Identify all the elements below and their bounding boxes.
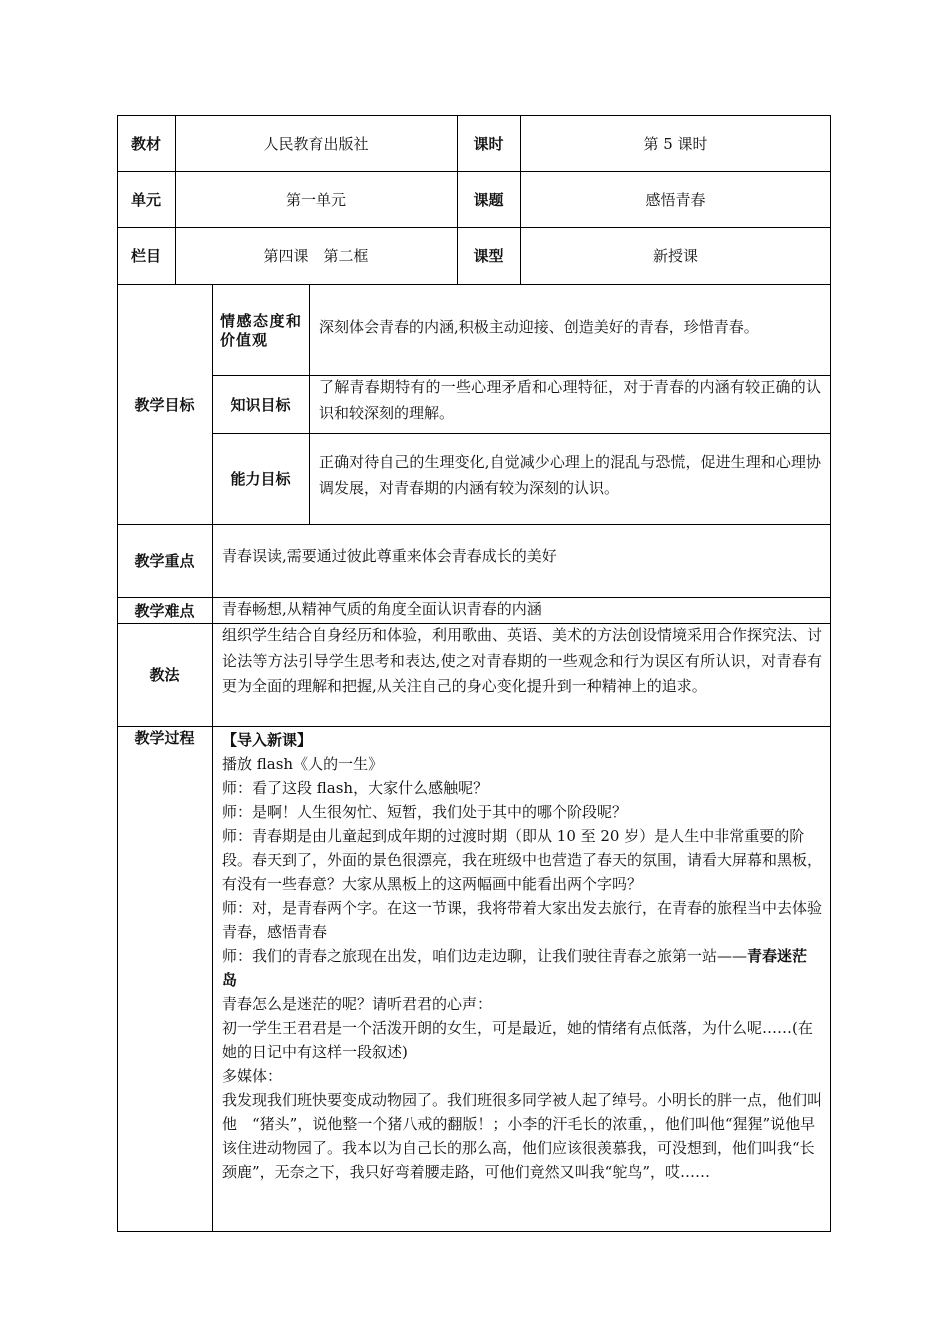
text-difficulty: 青春畅想,从精神气质的角度全面认识青春的内涵 xyxy=(222,600,542,618)
label-emotion-objective: 情感态度和价值观 xyxy=(220,312,302,349)
station-prefix: 师：我们的青春之旅现在出发，咱们边走边聊，让我们驶往青春之旅第一站—— xyxy=(222,947,748,965)
label-objectives: 教学目标 xyxy=(134,395,195,414)
process-line: 初一学生王君君是一个活泼开朗的女生，可是最近，她的情绪有点低落，为什么呢……(在她的日记中有这样一段叙述) xyxy=(222,1019,813,1061)
value-unit: 第一单元 xyxy=(285,190,346,209)
row-divider xyxy=(117,726,831,727)
label-textbook: 教材 xyxy=(130,134,161,153)
label-knowledge-objective: 知识目标 xyxy=(230,395,291,414)
label-period: 课时 xyxy=(473,134,504,153)
process-line: 师：是啊！人生很匆忙、短暂，我们处于其中的哪个阶段呢？ xyxy=(222,803,628,821)
process-line: 师：对，是青春两个字。在这一节课，我将带着大家出发去旅行，在青春的旅程当中去体验青春，感悟青春 xyxy=(222,899,823,941)
row-divider xyxy=(117,284,831,285)
value-topic: 感悟青春 xyxy=(645,190,706,209)
label-process: 教学过程 xyxy=(134,728,195,747)
text-ability-objective: 正确对待自己的生理变化,自觉减少心理上的混乱与恐慌，促进生理和心理协调发展，对青春期的内涵有较为深刻的认识。 xyxy=(319,453,821,497)
text-key-point: 青春误读,需要通过彼此尊重来体会青春成长的美好 xyxy=(222,547,557,565)
label-difficulty: 教学难点 xyxy=(134,601,195,620)
process-line: 多媒体： xyxy=(222,1067,283,1085)
process-line: 师：青春期是由儿童起到成年期的过渡时期（即从 10 至 20 岁）是人生中非常重要的阶段。春天到了，外面的景色很漂亮，我在班级中也营造了春天的氛围，请看大屏幕和黑板，有没有一些春意？大家从黑板上的这两幅画中能看出两个字吗？ xyxy=(222,827,823,893)
text-knowledge-objective: 了解青春期特有的一些心理矛盾和心理特征，对于青春的内涵有较正确的认识和较深刻的理解。 xyxy=(319,378,821,422)
value-lesson-type: 新授课 xyxy=(652,247,698,265)
process-line: 青春怎么是迷茫的呢？请听君君的心声： xyxy=(222,995,493,1013)
label-key-point: 教学重点 xyxy=(134,552,195,570)
station-name: 青春迷茫岛 xyxy=(222,947,808,989)
label-lesson-type: 课型 xyxy=(473,247,504,265)
value-period: 第 5 课时 xyxy=(643,134,708,153)
process-content xyxy=(222,728,822,1184)
process-line: 我发现我们班快要变成动物园了。我们班很多同学被人起了绰号。小明长的胖一点，他们叫他 “猪头”，说他整一个猪八戒的翻版！；小李的汗毛长的浓重，，他们叫他“猩猩”说他早该住进动物园了。我本以为自己长的那么高，他们应该很羡慕我，可没想到，他们叫我“长颈鹿”，无奈之下，我只好弯着腰走路，可他们竟然又叫我“鸵鸟”，哎…… xyxy=(222,1091,823,1181)
row-divider xyxy=(117,524,831,525)
col-divider xyxy=(309,284,310,524)
label-method: 教法 xyxy=(149,666,180,684)
process-heading: 【导入新课】 xyxy=(222,731,313,749)
process-line: 师：看了这段 flash，大家什么感触呢？ xyxy=(222,779,489,797)
text-method: 组织学生结合自身经历和体验，利用歌曲、英语、美术的方法创设情境采用合作探究法、讨论法等方法引导学生思考和表达,使之对青春期的一些观念和行为误区有所认识，对青春有更为全面的理解和把握,从关注自己的身心变化提升到一种精神上的追求。 xyxy=(222,626,823,695)
label-topic: 课题 xyxy=(473,190,504,209)
label-ability-objective: 能力目标 xyxy=(230,470,291,488)
label-unit: 单元 xyxy=(130,190,161,209)
text-emotion-objective: 深刻体会青春的内涵,积极主动迎接、创造美好的青春，珍惜青春。 xyxy=(319,318,759,336)
value-column: 第四课 第二框 xyxy=(263,247,369,265)
value-publisher: 人民教育出版社 xyxy=(263,134,369,153)
label-column: 栏目 xyxy=(130,247,161,265)
process-line: 播放 flash《人的一生》 xyxy=(222,755,384,773)
process-line xyxy=(222,944,822,992)
